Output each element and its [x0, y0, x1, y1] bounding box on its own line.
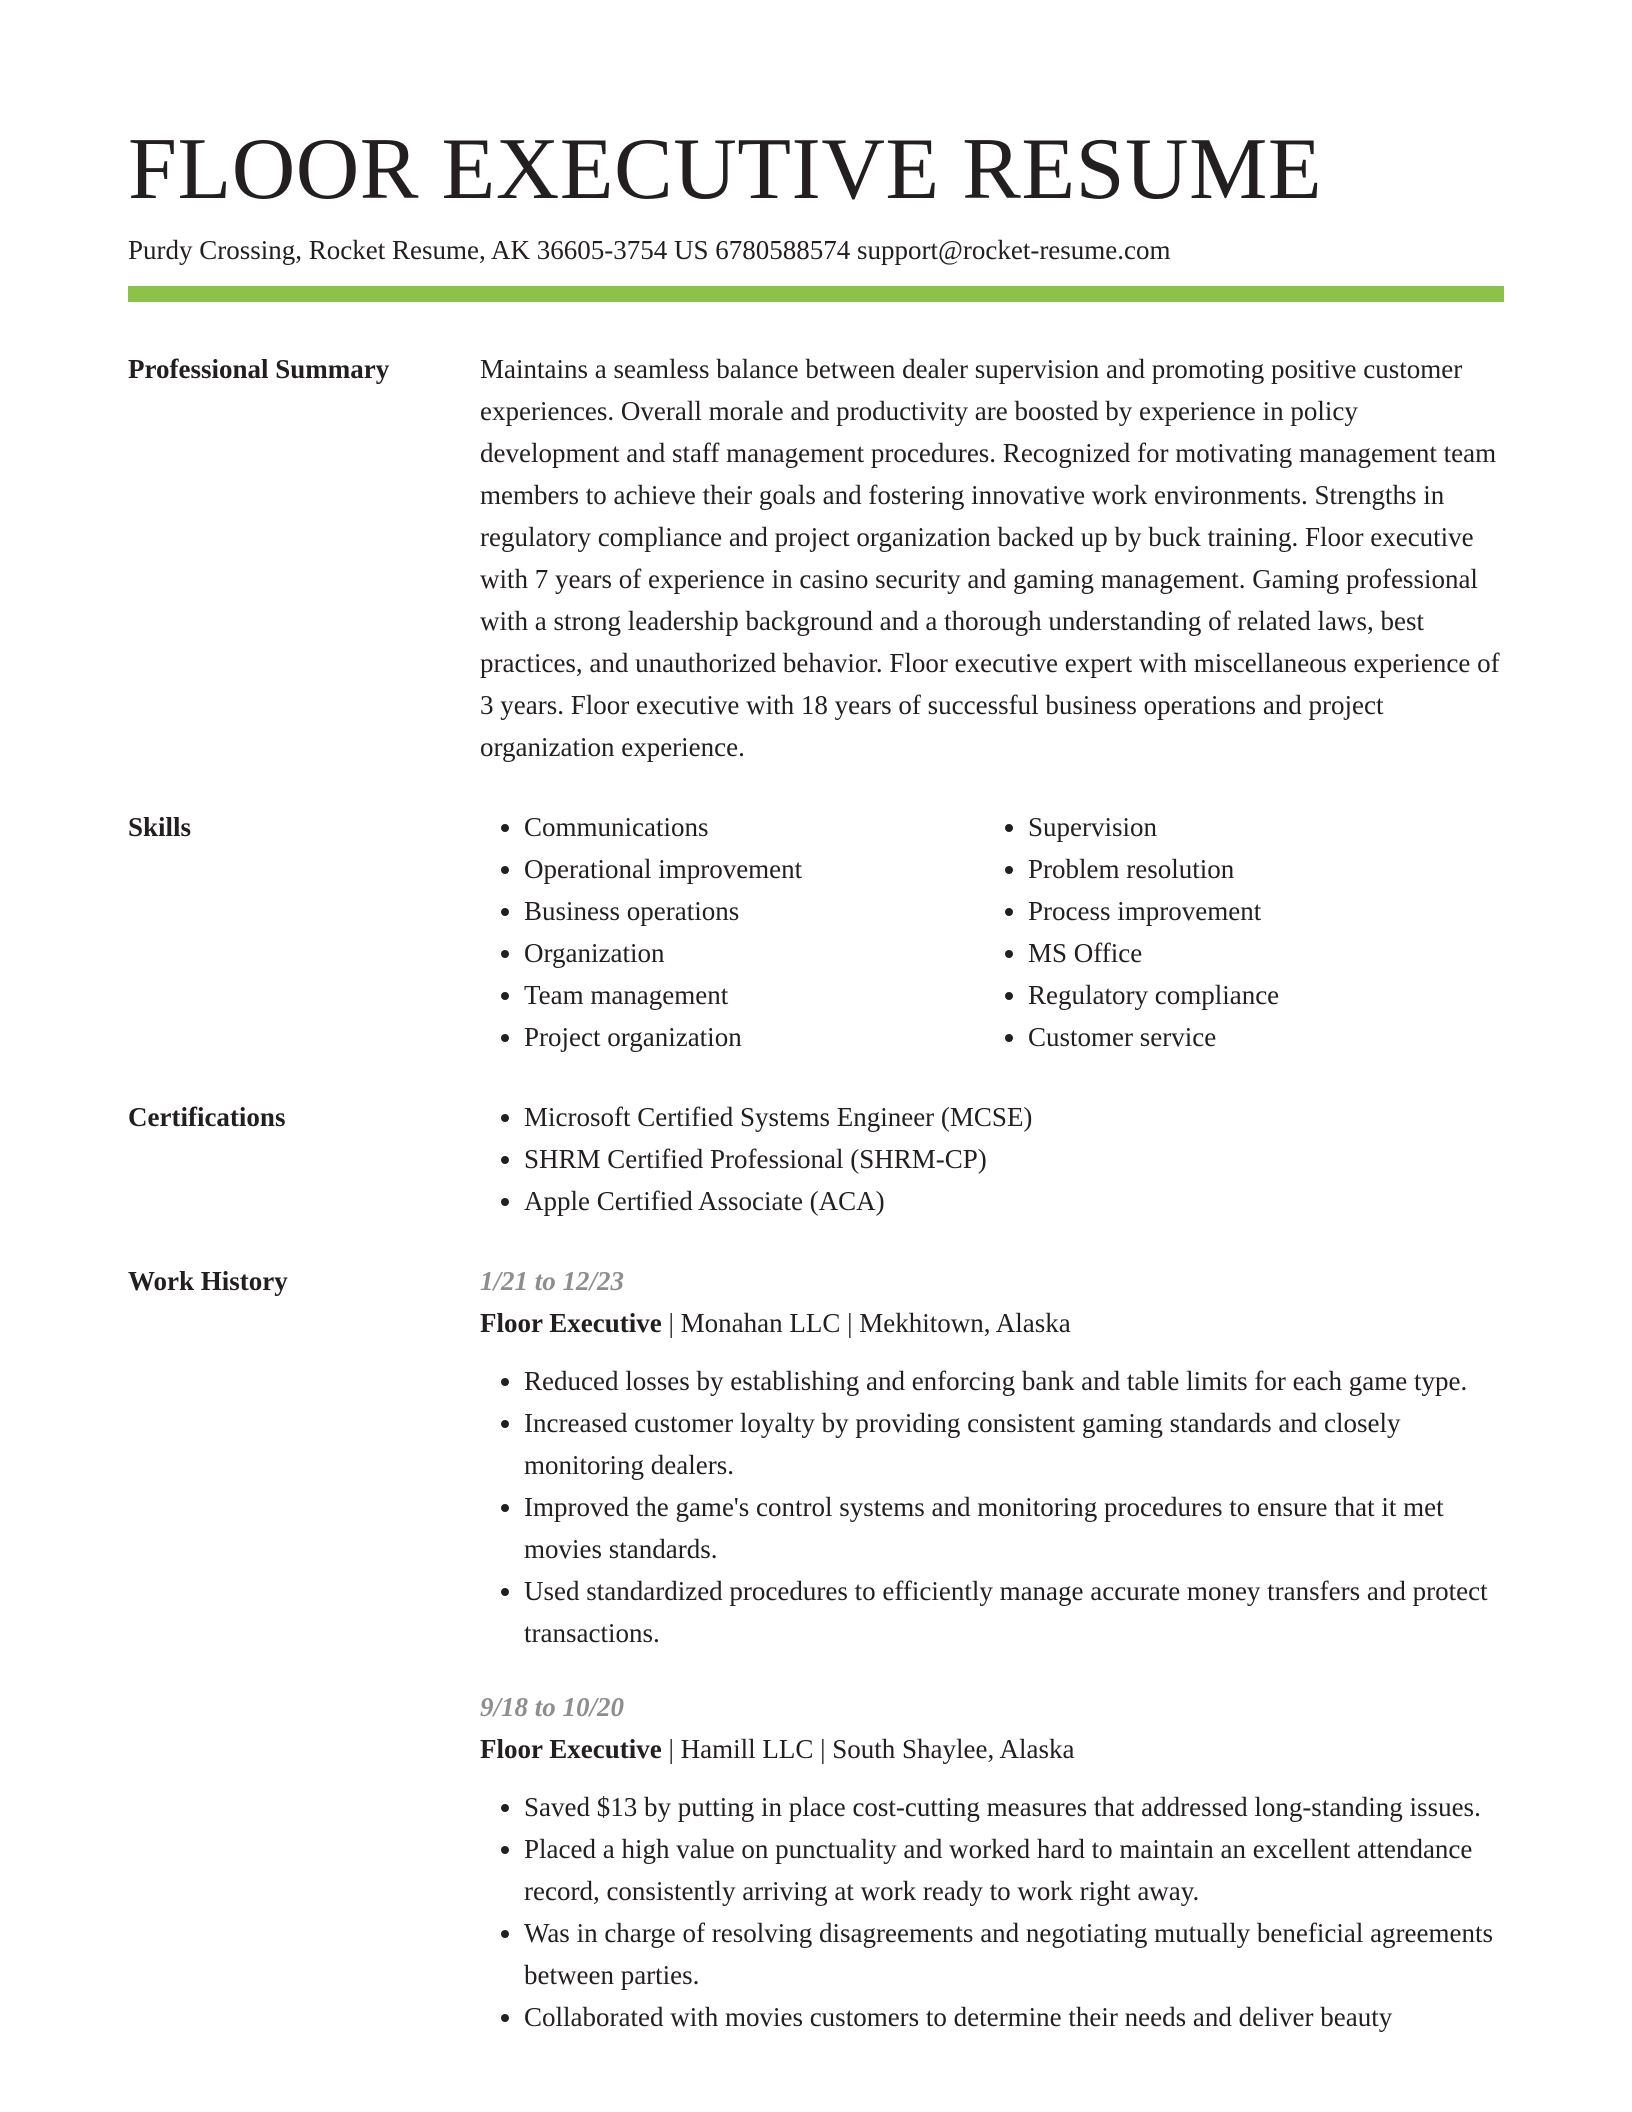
job-bullet: • Used standardized procedures to efficiently manage accurate money transfers and protect transactions. — [524, 1570, 1504, 1654]
accent-divider — [128, 286, 1504, 302]
summary-heading: Professional Summary — [128, 354, 390, 384]
job-dates: 9/18 to 10/20 — [480, 1692, 625, 1722]
skills-heading: Skills — [128, 812, 192, 842]
certification-item: • Microsoft Certified Systems Engineer (MCSE) — [524, 1096, 1504, 1138]
skill-item: • Customer service — [1028, 1016, 1488, 1058]
resume-title: FLOOR EXECUTIVE RESUME — [128, 121, 1323, 218]
certifications-heading: Certifications — [128, 1102, 286, 1132]
summary-section — [128, 348, 1504, 768]
summary-text: Maintains a seamless balance between dealer supervision and promoting positive customer experiences. Overall morale and productivity are boosted by experience in policy development and staff management procedures. Recognized for motivating management team members to achieve their goals and fostering innovative work environments. Strengths in regulatory compliance and project organization backed up by buck training. Floor executive with 7 years of experience in casino security and gaming management. Gaming professional with a strong leadership background and a thorough understanding of related laws, best practices, and unauthorized behavior. Floor executive expert with miscellaneous experience of 3 years. Floor executive with 18 years of successful business operations and project organization experience. — [480, 354, 1500, 762]
job-bullet: • Was in charge of resolving disagreements and negotiating mutually beneficial agreements between parties. — [524, 1912, 1504, 1996]
work-history-section — [128, 1260, 1504, 2070]
skill-item: • Team management — [524, 974, 984, 1016]
skills-list-left — [480, 806, 984, 1058]
job-heading — [480, 1728, 1504, 1770]
skill-item: • Problem resolution — [1028, 848, 1488, 890]
work-history-heading: Work History — [128, 1266, 288, 1296]
job-heading — [480, 1302, 1504, 1344]
contact-line: Purdy Crossing, Rocket Resume, AK 36605-3754 US 6780588574 support@rocket-resume.com — [128, 235, 1171, 265]
job-bullets — [480, 1360, 1504, 1654]
job-bullets — [480, 1786, 1504, 2038]
skill-item: • Operational improvement — [524, 848, 984, 890]
certification-item: • Apple Certified Associate (ACA) — [524, 1180, 1504, 1222]
skill-item: • Regulatory compliance — [1028, 974, 1488, 1016]
resume-page — [128, 120, 1504, 2070]
certifications-section — [128, 1096, 1504, 1222]
job-entry — [480, 1686, 1504, 2038]
job-title: Floor Executive — [480, 1308, 662, 1338]
job-bullet: • Saved $13 by putting in place cost-cutting measures that addressed long-standing issues. — [524, 1786, 1504, 1828]
job-details: | Monahan LLC | Mekhitown, Alaska — [661, 1308, 1071, 1338]
skill-item: • Process improvement — [1028, 890, 1488, 932]
skill-item: • Supervision — [1028, 806, 1488, 848]
skills-list-right — [984, 806, 1488, 1058]
certifications-list — [480, 1096, 1504, 1222]
skill-item: • Communications — [524, 806, 984, 848]
job-dates: 1/21 to 12/23 — [480, 1266, 625, 1296]
job-bullet: • Reduced losses by establishing and enforcing bank and table limits for each game type. — [524, 1360, 1504, 1402]
skill-item: • Business operations — [524, 890, 984, 932]
certification-item: • SHRM Certified Professional (SHRM-CP) — [524, 1138, 1504, 1180]
job-entry — [480, 1260, 1504, 1654]
job-bullet: • Placed a high value on punctuality and worked hard to maintain an excellent attendance record, consistently arriving at work ready to work right away. — [524, 1828, 1504, 1912]
job-bullet: • Increased customer loyalty by providing consistent gaming standards and closely monitoring dealers. — [524, 1402, 1504, 1486]
skills-section — [128, 806, 1504, 1058]
skill-item: • Organization — [524, 932, 984, 974]
job-bullet: • Collaborated with movies customers to determine their needs and deliver beauty — [524, 1996, 1504, 2038]
job-bullet: • Improved the game's control systems and monitoring procedures to ensure that it met movies standards. — [524, 1486, 1504, 1570]
skill-item: • Project organization — [524, 1016, 984, 1058]
skill-item: • MS Office — [1028, 932, 1488, 974]
job-details: | Hamill LLC | South Shaylee, Alaska — [661, 1734, 1075, 1764]
job-title: Floor Executive — [480, 1734, 662, 1764]
